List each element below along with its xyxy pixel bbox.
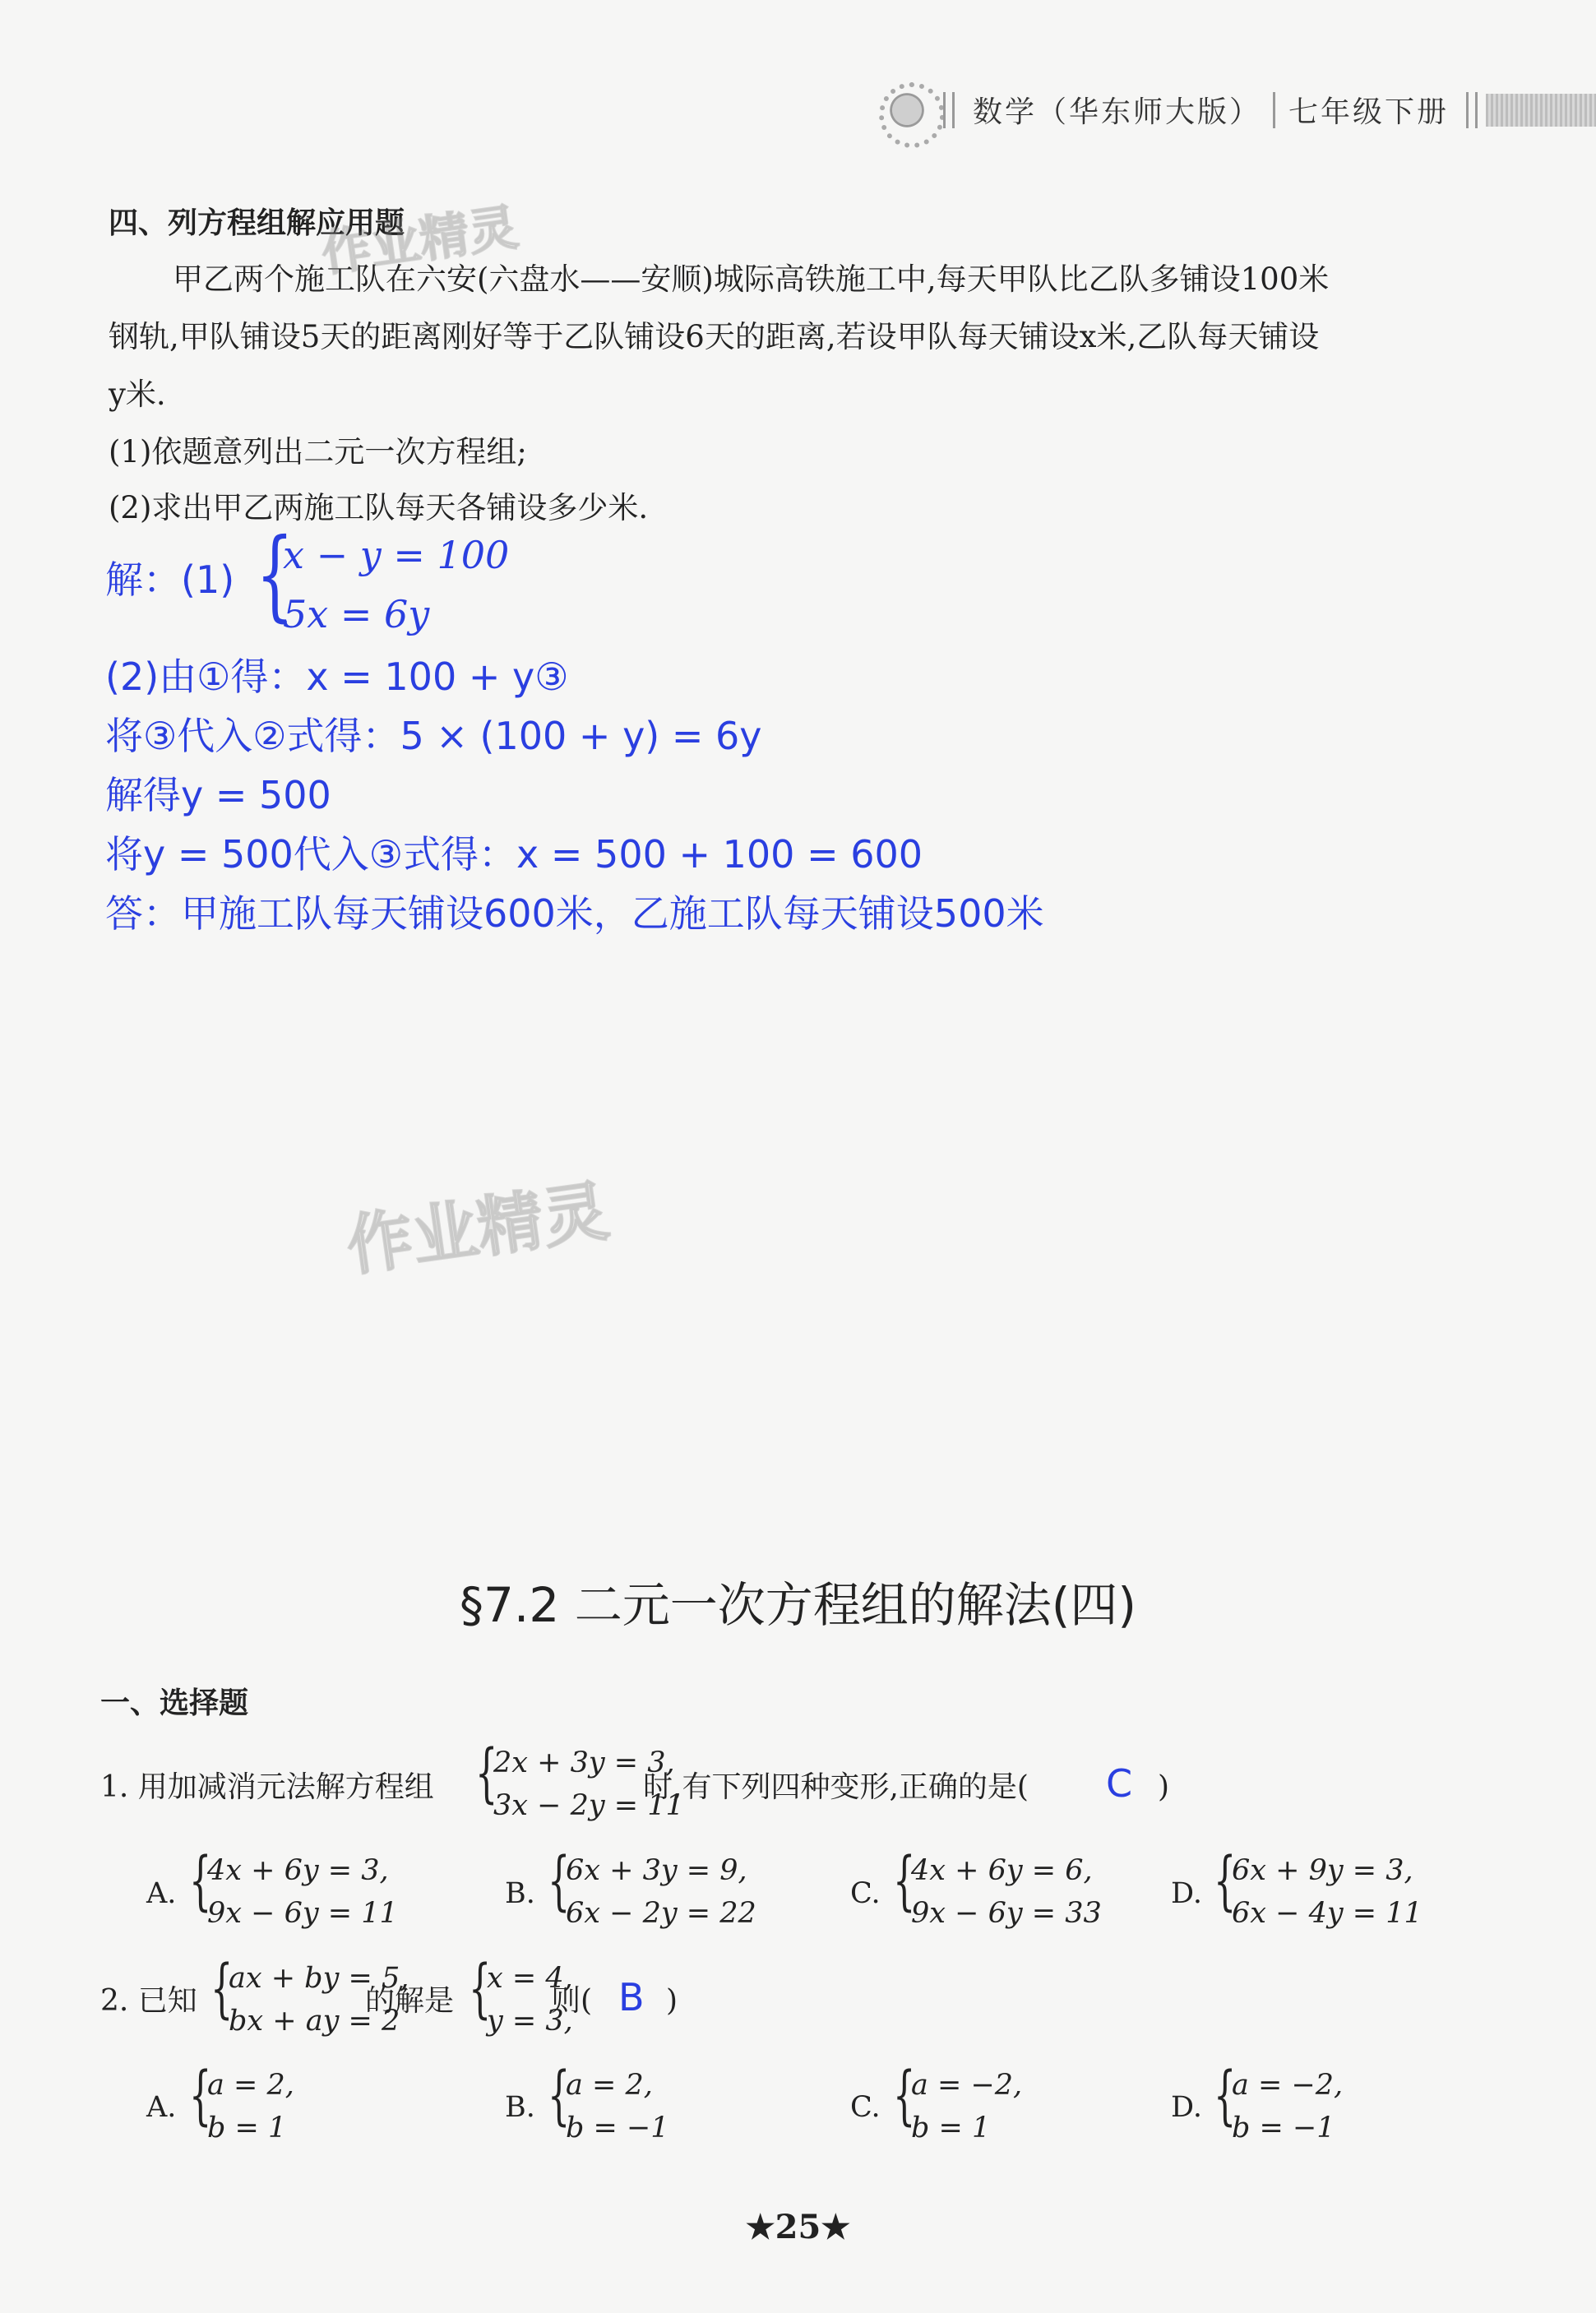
q2-option-c-eq2: b = 1 (911, 2112, 991, 2144)
header-shade-bar (1486, 94, 1596, 127)
q1-answer: C (1106, 1761, 1133, 1806)
star-icon: ★ (821, 2208, 851, 2246)
page-header (867, 82, 1596, 140)
q1-option-c-label: C. (850, 1877, 881, 1910)
q2-system-eq2: bx + ay = 2 (229, 2005, 400, 2038)
q2-stem-prefix: 2. 已知 (100, 1984, 197, 2018)
q2-stem-mid: 的解是 (365, 1984, 455, 2018)
watermark: 作业精灵 (342, 1173, 613, 1285)
page-number: 25 (775, 2208, 821, 2246)
q2-option-a-eq2: b = 1 (207, 2112, 287, 2144)
q1-option-a-eq1: 4x + 6y = 3, (207, 1854, 389, 1887)
brace-icon: { (189, 1844, 212, 1918)
q2-option-b-label: B. (505, 2091, 535, 2124)
q2-option-b-eq2: b = −1 (566, 2112, 669, 2144)
q2-close-paren: ) (666, 1984, 678, 2018)
solution-step-1: (2)由①得：x = 100 + y③ (105, 655, 569, 699)
q2-option-d-eq2: b = −1 (1232, 2112, 1335, 2144)
question-1: (1)依题意列出二元一次方程组; (109, 434, 527, 470)
q1-system-eq1: 2x + 3y = 3, (493, 1746, 675, 1779)
q2-option-a-eq1: a = 2, (207, 2069, 294, 2102)
brace-icon: { (1214, 1844, 1237, 1918)
solution-step-4: 将y = 500代入③式得：x = 500 + 100 = 600 (105, 832, 923, 877)
solution-answer: 答：甲施工队每天铺设600米，乙施工队每天铺设500米 (105, 891, 1044, 936)
brace-icon: { (548, 2059, 571, 2133)
q2-option-d-label: D. (1171, 2091, 1202, 2124)
sun-logo-icon (884, 87, 930, 133)
solution-brace-icon: { (256, 518, 294, 632)
watermark-small: 作业精灵 (317, 198, 522, 284)
header-subject: 数学（华东师大版） (973, 95, 1262, 129)
q1-option-a-eq2: 9x − 6y = 11 (207, 1897, 398, 1930)
problem-paragraph-line2: 钢轨,甲队铺设5天的距离刚好等于乙队铺设6天的距离,若设甲队每天铺设x米,乙队每天铺设 (109, 319, 1320, 354)
solution-prefix: 解：(1) (105, 557, 235, 602)
brace-icon: { (548, 1844, 571, 1918)
q2-answer: B (618, 1975, 645, 2019)
q1-option-b-eq2: 6x − 2y = 22 (566, 1897, 756, 1930)
q2-option-b-eq1: a = 2, (566, 2069, 653, 2102)
solution-step-2: 将③代入②式得：5 × (100 + y) = 6y (105, 714, 762, 758)
q1-option-d-eq1: 6x + 9y = 3, (1232, 1854, 1413, 1887)
q2-option-d-eq1: a = −2, (1232, 2069, 1344, 2102)
q2-stem-suffix: 则( (551, 1984, 593, 2018)
brace-icon: { (210, 1952, 234, 2026)
q2-option-c-eq1: a = −2, (911, 2069, 1023, 2102)
brace-icon: { (469, 1952, 492, 2026)
star-icon: ★ (745, 2208, 775, 2246)
q1-option-b-label: B. (505, 1877, 535, 1910)
header-divider (943, 92, 955, 128)
problem-paragraph-line3: y米. (109, 377, 166, 412)
q1-option-c-eq1: 4x + 6y = 6, (911, 1854, 1093, 1887)
q1-stem-suffix: 时,有下列四种变形,正确的是( (643, 1770, 1029, 1804)
solution-equation-2: 5x = 6y (283, 592, 430, 636)
header-divider-right (1466, 92, 1478, 128)
brace-icon: { (1214, 2059, 1237, 2133)
brace-icon: { (893, 1844, 916, 1918)
brace-icon: { (475, 1737, 498, 1811)
header-grade: 七年级下册 (1288, 95, 1450, 129)
brace-icon: { (189, 2059, 212, 2133)
q1-option-c-eq2: 9x − 6y = 33 (911, 1897, 1102, 1930)
q2-solution-y: y = 3, (487, 2005, 573, 2038)
solution-equation-1: x − y = 100 (283, 533, 510, 577)
section-heading: 四、列方程组解应用题 (109, 206, 405, 240)
q2-solution-x: x = 4, (487, 1962, 573, 1995)
page-footer (0, 2208, 1596, 2246)
q1-option-a-label: A. (146, 1877, 177, 1910)
q1-option-b-eq1: 6x + 3y = 9, (566, 1854, 747, 1887)
section-title: §7.2 二元一次方程组的解法(四) (460, 1577, 1136, 1633)
q1-stem-prefix: 1. 用加减消元法解方程组 (100, 1770, 434, 1804)
brace-icon: { (893, 2059, 916, 2133)
q1-close-paren: ) (1158, 1770, 1170, 1804)
q1-system-eq2: 3x − 2y = 11 (493, 1789, 684, 1822)
problem-paragraph-line1: 甲乙两个施工队在六安(六盘水——安顺)城际高铁施工中,每天甲队比乙队多铺设100米 (173, 261, 1330, 297)
q2-system-eq1: ax + by = 5, (229, 1962, 409, 1995)
q2-option-c-label: C. (850, 2091, 881, 2124)
q1-option-d-label: D. (1171, 1877, 1202, 1910)
solution-step-3: 解得y = 500 (105, 773, 331, 817)
header-separator (1273, 92, 1275, 128)
part-heading: 一、选择题 (100, 1686, 249, 1720)
q2-option-a-label: A. (146, 2091, 177, 2124)
q1-option-d-eq2: 6x − 4y = 11 (1232, 1897, 1423, 1930)
question-2: (2)求出甲乙两施工队每天各铺设多少米. (109, 490, 649, 525)
